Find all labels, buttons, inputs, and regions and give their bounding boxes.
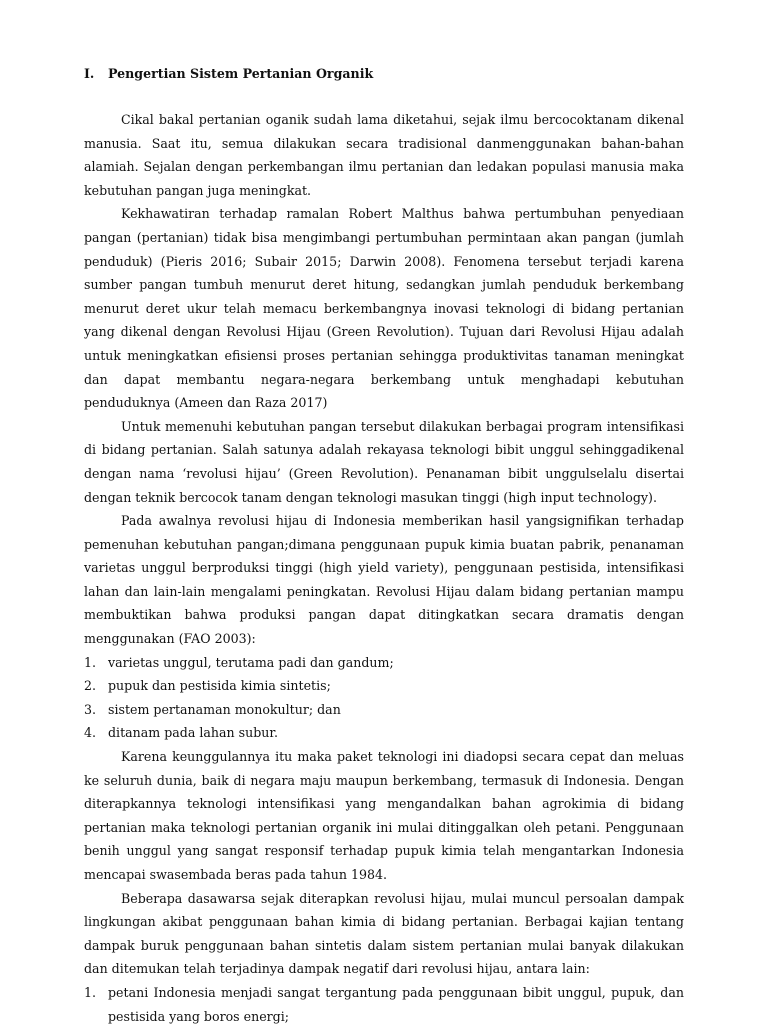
list-text: pupuk dan pestisida kimia sintetis; <box>108 678 331 694</box>
section-number: I. <box>84 66 95 81</box>
section-heading <box>84 64 684 84</box>
list-item <box>84 981 684 1028</box>
list-text: petani Indonesia menjadi sangat tergantung pada penggunaan bibit unggul, pupuk, dan pestisida yang boros energi; <box>108 984 684 1024</box>
list-number: 3. <box>84 701 97 717</box>
list-item <box>84 651 684 675</box>
list-text: ditanam pada lahan subur. <box>108 725 279 741</box>
list-text: sistem pertanaman monokultur; dan <box>108 701 341 717</box>
paragraph: Pada awalnya revolusi hijau di Indonesia memberikan hasil yangsignifikan terhadap pemenuhan kebutuhan pangan;dimana penggunaan pupuk kimia buatan pabrik, penanaman varietas unggul berproduksi tinggi (high yield variety), penggunaan pestisida, intensifikasi lahan dan lain-lain mengalami peningkatan. Revolusi Hijau dalam bidang pertanian mampu membuktikan bahwa produksi pangan dapat ditingkatkan secara dramatis dengan menggunakan (FAO 2003): <box>84 513 684 647</box>
list-text: varietas unggul, terutama padi dan gandum; <box>108 654 394 670</box>
list-item <box>84 721 684 745</box>
list-item <box>84 698 684 722</box>
paragraph: Kekhawatiran terhadap ramalan Robert Malthus bahwa pertumbuhan penyediaan pangan (pertanian) tidak bisa mengimbangi pertumbuhan permintaan akan pangan (jumlah penduduk) (Pieris 2016; Subair 2015; Darwin 2008). Fenomena tersebut terjadi karena sumber pangan tumbuh menurut deret hitung, sedangkan jumlah penduduk berkembang menurut deret ukur telah memacu berkembangnya inovasi teknologi di bidang pertanian yang dikenal dengan Revolusi Hijau (Green Revolution). Tujuan dari Revolusi Hijau adalah untuk meningkatkan efisiensi proses pertanian sehingga produktivitas tanaman meningkat dan dapat membantu negara-negara berkembang untuk menghadapi kebutuhan penduduknya (Ameen dan Raza 2017) <box>84 206 684 411</box>
section-title: Pengertian Sistem Pertanian Organik <box>108 66 374 81</box>
paragraph: Beberapa dasawarsa sejak diterapkan revolusi hijau, mulai muncul persoalan dampak lingkungan akibat penggunaan bahan kimia di bidang pertanian. Berbagai kajian tentang dampak buruk penggunaan bahan sintetis dalam sistem pertanian mulai banyak dilakukan dan ditemukan telah terjadinya dampak negatif dari revolusi hijau, antara lain: <box>84 890 684 977</box>
paragraph: Cikal bakal pertanian oganik sudah lama diketahui, sejak ilmu bercocoktanam dikenal manusia. Saat itu, semua dilakukan secara tradisional danmenggunakan bahan-bahan alamiah. Sejalan dengan perkembangan ilmu pertanian dan ledakan populasi manusia maka kebutuhan pangan juga meningkat. <box>84 112 684 198</box>
paragraph: Karena keunggulannya itu maka paket teknologi ini diadopsi secara cepat dan meluas ke seluruh dunia, baik di negara maju maupun berkembang, termasuk di Indonesia. Dengan diterapkannya teknologi intensifikasi yang mengandalkan bahan agrokimia di bidang pertanian maka teknologi pertanian organik ini mulai ditinggalkan oleh petani. Penggunaan benih unggul yang sangat responsif terhadap pupuk kimia telah mengantarkan Indonesia mencapai swasembada beras pada tahun 1984. <box>84 749 684 882</box>
list-number: 2. <box>84 678 97 694</box>
technology-list <box>84 651 684 745</box>
list-number: 1. <box>84 984 97 1000</box>
impact-list <box>84 981 684 1028</box>
list-item <box>84 674 684 698</box>
list-number: 4. <box>84 725 97 741</box>
paragraph: Untuk memenuhi kebutuhan pangan tersebut dilakukan berbagai program intensifikasi di bidang pertanian. Salah satunya adalah rekayasa teknologi bibit unggul sehinggadikenal dengan nama ‘revolusi hijau’ (Green Revolution). Penanaman bibit unggulselalu disertai dengan teknik bercocok tanam dengan teknologi masukan tinggi (high input technology). <box>84 418 684 505</box>
list-number: 1. <box>84 654 97 670</box>
